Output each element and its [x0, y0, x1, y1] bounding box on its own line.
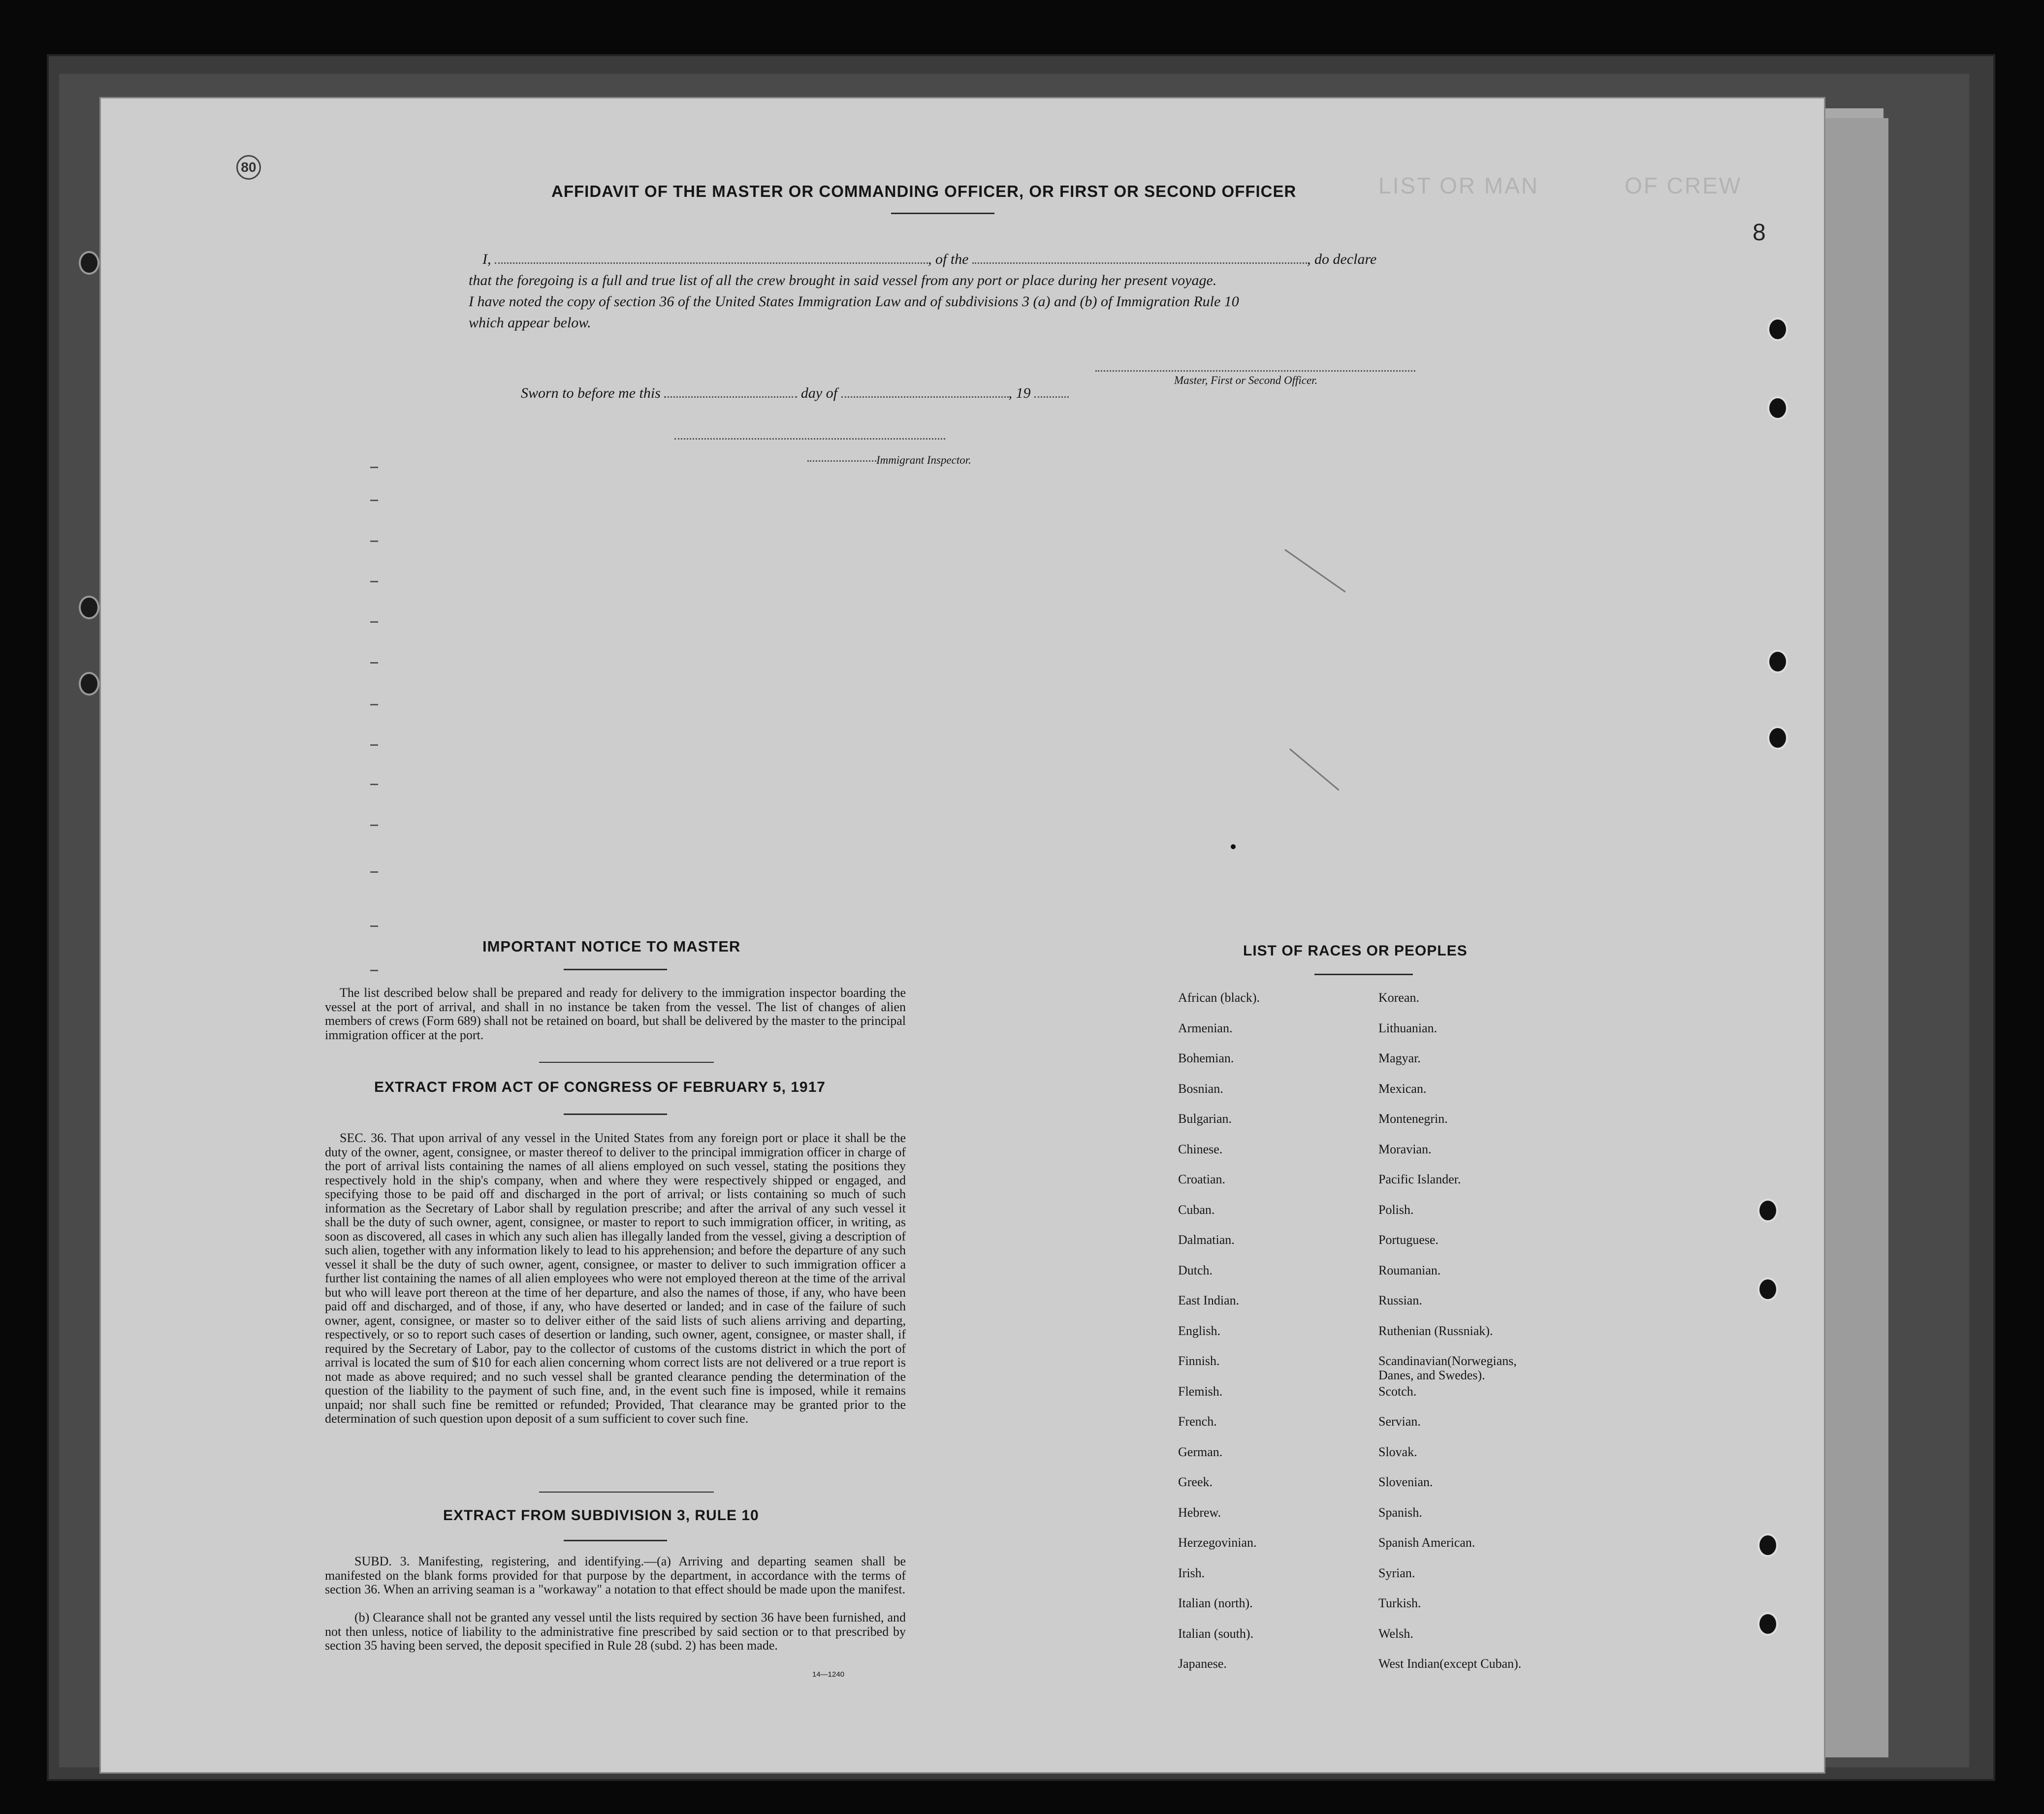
bleed-through-title-2: OF CREW — [1625, 173, 1742, 198]
day-of-label: day of — [800, 385, 838, 401]
margin-dash — [370, 541, 378, 542]
race-item: Ruthenian (Russniak). — [1378, 1323, 1493, 1338]
margin-dash — [370, 825, 378, 826]
race-item: Welsh. — [1378, 1626, 1413, 1641]
act-text: SEC. 36. That upon arrival of any vessel in the United States from any foreign port or place it shall be the duty of the owner, agent, consignee, or master thereof to deliver to the principal immigration officer in charge of the port of arrival lists containing the names of all aliens employed on such vessel, stating the positions they respectively hold in the ship's company, when and where they were respectively shipped or engaged, and specifying those to be paid off and discharged in the port of arrival; or lists containing so much of such information as the Secretary of Labor shall by regulation prescribe; and after the arrival of any such vessel it shall be the duty of such owner, agent, consignee, or master to report to such immigration officer, in writing, as soon as discovered, all cases in which any such alien has illegally landed from the vessel, giving a description of such alien, together with any information likely to lead to his apprehension; and before the departure of any such vessel it shall be the duty of such owner, agent, consignee, or master to deliver to such immigration officer a further list containing the names of all alien employees who were not employed thereon at the time of the arrival but who will leave port thereon at the time of her departure, and also the names of those, if any, who have been paid off and discharged, and of those, if any, who have deserted or landed; and in case of the failure of such owner, agent, consignee, or master so to deliver either of the said lists of such aliens arriving and departing, respectively, or so to report such cases of desertion or landing, such owner, agent, consignee, or master shall, if required by the Secretary of Labor, pay to the collector of customs of the customs district in which the port of arrival is located the sum of $10 for each alien concerning whom correct lists are not delivered or a true report is not made as above required; and no such vessel shall be granted clearance pending the determination of the question of the liability to the payment of such fine, and, in the event such fine is imposed, while it remains unpaid; nor shall such fine be remitted or refunded; Provided, That clearance may be granted prior to the determination of such question upon deposit of a sum sufficient to cover such fine. — [325, 1131, 906, 1426]
race-item: Polish. — [1378, 1202, 1414, 1217]
race-item: Hebrew. — [1178, 1505, 1221, 1520]
race-item: Bosnian. — [1178, 1081, 1223, 1096]
i-label: I, — [482, 251, 491, 267]
race-item: English. — [1178, 1323, 1220, 1338]
race-item: Spanish American. — [1378, 1535, 1475, 1550]
of-the-label: , of the — [928, 251, 969, 267]
binder-hole — [1757, 1277, 1778, 1301]
declaration-text-2: I have noted the copy of section 36 of the United States Immigration Law and of subdivisions 3 (a) and (b) of Immigration Rule 10 — [469, 293, 1239, 310]
race-item: Chinese. — [1178, 1142, 1223, 1156]
race-item: Scotch. — [1378, 1384, 1417, 1399]
document-page — [101, 98, 1824, 1772]
race-item: Italian (north). — [1178, 1596, 1253, 1610]
inspector-caption: Immigrant Inspector. — [876, 454, 971, 466]
margin-dash — [370, 500, 378, 501]
section-rule — [539, 1062, 714, 1063]
margin-dash — [370, 925, 378, 927]
notice-text: The list described below shall be prepared and ready for delivery to the immigration inspector boarding the vessel at the port of arrival, and shall in no instance be taken from the vessel. The list of changes of alien members of crews (Form 689) shall not be retained on board, but shall be delivered by the master to the principal immigration officer at the port. — [325, 986, 906, 1042]
margin-dash — [370, 581, 378, 582]
bleed-through-title: LIST OR MAN — [1378, 173, 1539, 198]
margin-mark: 8 — [1753, 220, 1766, 246]
notice-title: IMPORTANT NOTICE TO MASTER — [482, 938, 741, 955]
race-item: Spanish. — [1378, 1505, 1422, 1520]
margin-dash — [370, 744, 378, 746]
notice-rule — [564, 969, 667, 970]
binder-hole-left — [79, 596, 99, 619]
binder-hole — [1757, 1199, 1778, 1222]
rule-text-a: SUBD. 3. Manifesting, registering, and identifying.—(a) Arriving and departing seamen shall be manifested on the blank forms provided for that purpose by the department, in accordance with the terms of section 36. When an arriving seaman is a "workaway" a notation to that effect should be made upon the manifest. — [325, 1554, 906, 1596]
form-number: 14—1240 — [812, 1670, 845, 1679]
race-item: Herzegovinian. — [1178, 1535, 1257, 1550]
inspector-dots — [807, 460, 876, 462]
name-field[interactable] — [495, 262, 928, 264]
race-item: Magyar. — [1378, 1051, 1421, 1065]
race-item: Turkish. — [1378, 1596, 1421, 1610]
vessel-field[interactable] — [972, 262, 1307, 264]
day-field[interactable] — [664, 396, 797, 398]
rule-text-b: (b) Clearance shall not be granted any vessel until the lists required by section 36 have been furnished, and not then unless, notice of liability to the administrative fine prescribed by said section or to that prescribed by section 35 having been served, the deposit specified in Rule 28 (subd. 2) has been made. — [325, 1610, 906, 1653]
race-item: Portuguese. — [1378, 1233, 1439, 1247]
title-rule — [891, 213, 994, 214]
race-item: Korean. — [1378, 990, 1420, 1005]
margin-dash — [370, 784, 378, 785]
binder-hole — [1757, 1533, 1778, 1557]
race-item: African (black). — [1178, 990, 1260, 1005]
margin-dash — [370, 970, 378, 971]
race-item: Syrian. — [1378, 1565, 1415, 1580]
affidavit-title: AFFIDAVIT OF THE MASTER OR COMMANDING OFFICER, OR FIRST OR SECOND OFFICER — [551, 182, 1297, 200]
margin-dash — [370, 467, 378, 468]
race-item: Roumanian. — [1378, 1263, 1441, 1277]
month-field[interactable] — [841, 396, 1009, 398]
race-item: Dutch. — [1178, 1263, 1213, 1277]
race-item: Montenegrin. — [1378, 1112, 1448, 1126]
sworn-label: Sworn to before me this — [521, 385, 661, 401]
race-item: Moravian. — [1378, 1142, 1432, 1156]
races-left-column — [1178, 990, 1260, 1687]
race-item: Armenian. — [1178, 1020, 1233, 1035]
rule-rule — [564, 1540, 667, 1541]
binder-hole-left — [79, 251, 99, 275]
race-item: Slovenian. — [1378, 1475, 1433, 1489]
section-rule-2 — [539, 1492, 714, 1493]
master-caption: Master, First or Second Officer. — [1174, 374, 1318, 386]
master-signature-field[interactable] — [1095, 370, 1415, 372]
binder-hole — [1767, 650, 1788, 673]
race-item: Italian (south). — [1178, 1626, 1254, 1641]
binder-hole — [1757, 1612, 1778, 1636]
race-item: French. — [1178, 1414, 1217, 1429]
races-right-column — [1378, 990, 1546, 1687]
race-item: Japanese. — [1178, 1656, 1227, 1671]
races-title: LIST OF RACES OR PEOPLES — [1243, 943, 1468, 959]
binder-hole — [1767, 318, 1788, 341]
race-item: Finnish. — [1178, 1354, 1220, 1368]
declaration-line — [482, 251, 1376, 268]
race-item: Pacific Islander. — [1378, 1172, 1461, 1186]
races-rule — [1314, 974, 1413, 975]
inspector-signature-field[interactable] — [674, 438, 945, 440]
race-item: East Indian. — [1178, 1293, 1240, 1307]
year-label: , 19 — [1008, 385, 1031, 401]
act-rule — [564, 1114, 667, 1115]
race-item: Flemish. — [1178, 1384, 1223, 1399]
year-field[interactable] — [1034, 396, 1069, 398]
margin-dash — [370, 662, 378, 664]
sworn-line — [521, 385, 1069, 402]
corner-mark: 80 — [236, 155, 261, 180]
binder-hole-left — [79, 672, 99, 696]
race-item: Mexican. — [1378, 1081, 1427, 1096]
do-declare-label: , do declare — [1307, 251, 1377, 267]
race-item: Cuban. — [1178, 1202, 1215, 1217]
race-item: Lithuanian. — [1378, 1020, 1437, 1035]
act-title: EXTRACT FROM ACT OF CONGRESS OF FEBRUARY 5, 1917 — [374, 1079, 826, 1095]
race-item: Dalmatian. — [1178, 1233, 1235, 1247]
race-item: Scandinavian(Norwegians, Danes, and Swedes). — [1378, 1354, 1517, 1382]
race-item: Croatian. — [1178, 1172, 1226, 1186]
race-item: Russian. — [1378, 1293, 1422, 1307]
race-item: Irish. — [1178, 1565, 1205, 1580]
declaration-text-3: which appear below. — [469, 315, 591, 331]
margin-dash — [370, 621, 378, 623]
binder-hole — [1767, 396, 1788, 420]
race-item: Servian. — [1378, 1414, 1421, 1429]
race-item: Bohemian. — [1178, 1051, 1234, 1065]
rule-title: EXTRACT FROM SUBDIVISION 3, RULE 10 — [443, 1507, 759, 1524]
margin-dash — [370, 704, 378, 705]
race-item: Slovak. — [1378, 1444, 1417, 1459]
binder-hole — [1767, 726, 1788, 750]
race-item: Bulgarian. — [1178, 1112, 1232, 1126]
race-item: German. — [1178, 1444, 1223, 1459]
declaration-text-1: that the foregoing is a full and true list of all the crew brought in said vessel from any port or place during her present voyage. — [469, 272, 1217, 288]
ink-dot — [1231, 844, 1236, 849]
race-item: West Indian(except Cuban). — [1378, 1656, 1522, 1671]
race-item: Greek. — [1178, 1475, 1213, 1489]
margin-dash — [370, 871, 378, 873]
